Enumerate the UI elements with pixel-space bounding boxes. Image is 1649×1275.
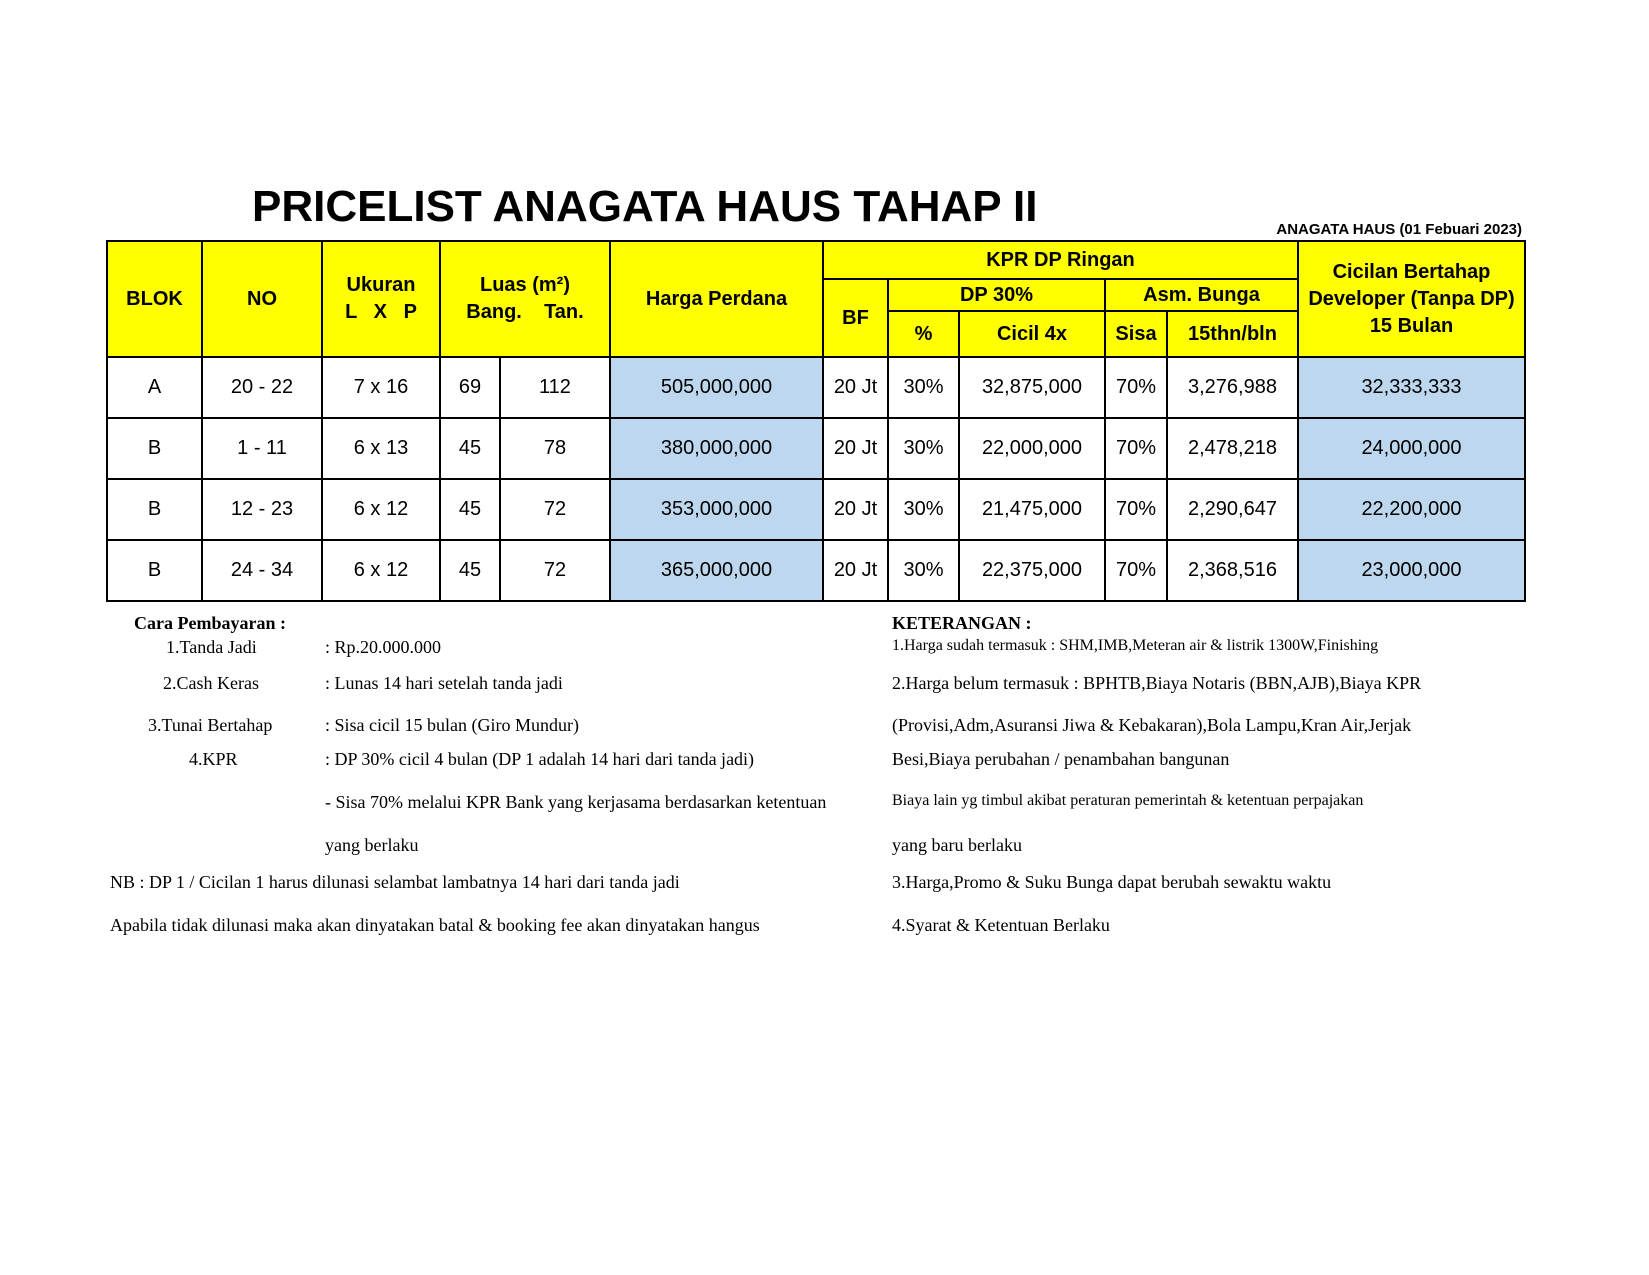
header-ukuran-label: Ukuran (346, 274, 416, 296)
cell-ukuran: 6 x 12 (322, 479, 440, 540)
payment-heading: Cara Pembayaran : (134, 613, 286, 633)
header-cicilan-line3: 15 Bulan (1369, 314, 1454, 337)
table-row (107, 357, 1525, 418)
cell-tan: 112 (500, 357, 610, 418)
keterangan-line-2: 2.Harga belum termasuk : BPHTB,Biaya Notaris (BBN,AJB),Biaya KPR (892, 673, 1422, 693)
cell-tan: 72 (500, 540, 610, 601)
payment-label-3: 3.Tunai Bertahap (148, 715, 273, 735)
table-row (107, 540, 1525, 601)
cell-cicil: 32,875,000 (959, 357, 1105, 418)
nb-line2: Apabila tidak dilunasi maka akan dinyatakan batal & booking fee akan dinyatakan hangus (110, 915, 760, 935)
cell-cicil: 22,375,000 (959, 540, 1105, 601)
cell-blok: A (107, 357, 202, 418)
keterangan-line-4: Besi,Biaya perubahan / penambahan bangunan (892, 749, 1230, 769)
cell-harga: 380,000,000 (610, 418, 823, 479)
header-cicilan (1298, 241, 1525, 357)
cell-sisa: 70% (1105, 540, 1167, 601)
cell-no: 20 - 22 (202, 357, 322, 418)
header-ukuran (322, 241, 440, 357)
cell-sisa: 70% (1105, 357, 1167, 418)
keterangan-line-7: 3.Harga,Promo & Suku Bunga dapat berubah sewaktu waktu (892, 872, 1332, 892)
payment-text-4: : DP 30% cicil 4 bulan (DP 1 adalah 14 hari dari tanda jadi) (325, 749, 755, 769)
cell-pct: 30% (888, 540, 959, 601)
cell-bang: 45 (440, 479, 500, 540)
keterangan-line-5: Biaya lain yg timbul akibat peraturan pemerintah & ketentuan perpajakan (892, 792, 1364, 809)
cell-pct: 30% (888, 479, 959, 540)
header-dp: DP 30% (888, 279, 1105, 311)
cell-harga: 353,000,000 (610, 479, 823, 540)
cell-blok: B (107, 418, 202, 479)
header-bf: BF (823, 279, 888, 357)
cell-sisa: 70% (1105, 418, 1167, 479)
cell-no: 24 - 34 (202, 540, 322, 601)
cell-bf: 20 Jt (823, 357, 888, 418)
cell-bf: 20 Jt (823, 418, 888, 479)
header-harga: Harga Perdana (610, 241, 823, 357)
page-title: PRICELIST ANAGATA HAUS TAHAP II (252, 182, 1038, 231)
header-kpr: KPR DP Ringan (823, 241, 1298, 279)
cell-bln: 2,290,647 (1167, 479, 1298, 540)
cell-bf: 20 Jt (823, 479, 888, 540)
cell-pct: 30% (888, 418, 959, 479)
cell-cicil: 22,000,000 (959, 418, 1105, 479)
cell-no: 12 - 23 (202, 479, 322, 540)
header-luas-label: Luas (m²) (480, 274, 570, 296)
keterangan-heading: KETERANGAN : (892, 613, 1032, 633)
cell-pct: 30% (888, 357, 959, 418)
header-luas (440, 241, 610, 357)
cell-bln: 2,368,516 (1167, 540, 1298, 601)
header-no: NO (202, 241, 322, 357)
cell-tan: 78 (500, 418, 610, 479)
cell-harga: 365,000,000 (610, 540, 823, 601)
price-table (106, 240, 1526, 602)
header-luas-sub: Bang. Tan. (466, 301, 584, 323)
table-row (107, 418, 1525, 479)
payment-text-3: : Sisa cicil 15 bulan (Giro Mundur) (325, 715, 579, 735)
cell-bf: 20 Jt (823, 540, 888, 601)
cell-no: 1 - 11 (202, 418, 322, 479)
cell-ukuran: 6 x 12 (322, 540, 440, 601)
payment-text-2: : Lunas 14 hari setelah tanda jadi (325, 673, 563, 693)
header-cicilan-line1: Cicilan Bertahap (1332, 260, 1491, 283)
header-sisa: Sisa (1105, 311, 1167, 357)
payment-kpr-line3: yang berlaku (325, 835, 419, 855)
header-thn: 15thn/bln (1167, 311, 1298, 357)
cell-bln: 3,276,988 (1167, 357, 1298, 418)
payment-label-2: 2.Cash Keras (163, 673, 259, 693)
payment-text-1: : Rp.20.000.000 (325, 637, 442, 657)
pricelist-date: ANAGATA HAUS (01 Febuari 2023) (1276, 221, 1522, 238)
cell-sisa: 70% (1105, 479, 1167, 540)
cell-cicilan: 22,200,000 (1298, 479, 1525, 540)
cell-cicilan: 23,000,000 (1298, 540, 1525, 601)
cell-harga: 505,000,000 (610, 357, 823, 418)
header-pct: % (888, 311, 959, 357)
cell-bln: 2,478,218 (1167, 418, 1298, 479)
cell-ukuran: 7 x 16 (322, 357, 440, 418)
keterangan-line-8: 4.Syarat & Ketentuan Berlaku (892, 915, 1110, 935)
table-row (107, 479, 1525, 540)
payment-kpr-line2: - Sisa 70% melalui KPR Bank yang kerjasama berdasarkan ketentuan (325, 792, 827, 812)
cell-cicilan: 32,333,333 (1298, 357, 1525, 418)
header-asm: Asm. Bunga (1105, 279, 1298, 311)
header-cicilan-line2: Developer (Tanpa DP) (1308, 287, 1515, 310)
cell-cicilan: 24,000,000 (1298, 418, 1525, 479)
cell-bang: 45 (440, 418, 500, 479)
payment-label-4: 4.KPR (189, 749, 238, 769)
payment-label-1: 1.Tanda Jadi (166, 637, 257, 657)
header-ukuran-sub: L X P (345, 301, 417, 323)
cell-cicil: 21,475,000 (959, 479, 1105, 540)
cell-bang: 69 (440, 357, 500, 418)
cell-tan: 72 (500, 479, 610, 540)
cell-bang: 45 (440, 540, 500, 601)
keterangan-line-6: yang baru berlaku (892, 835, 1022, 855)
keterangan-line-1: 1.Harga sudah termasuk : SHM,IMB,Meteran air & listrik 1300W,Finishing (892, 637, 1379, 654)
cell-blok: B (107, 540, 202, 601)
header-blok: BLOK (107, 241, 202, 357)
cell-ukuran: 6 x 13 (322, 418, 440, 479)
nb-line1: NB : DP 1 / Cicilan 1 harus dilunasi selambat lambatnya 14 hari dari tanda jadi (110, 872, 680, 892)
cell-blok: B (107, 479, 202, 540)
header-cicil: Cicil 4x (959, 311, 1105, 357)
keterangan-line-3: (Provisi,Adm,Asuransi Jiwa & Kebakaran),Bola Lampu,Kran Air,Jerjak (892, 715, 1412, 735)
